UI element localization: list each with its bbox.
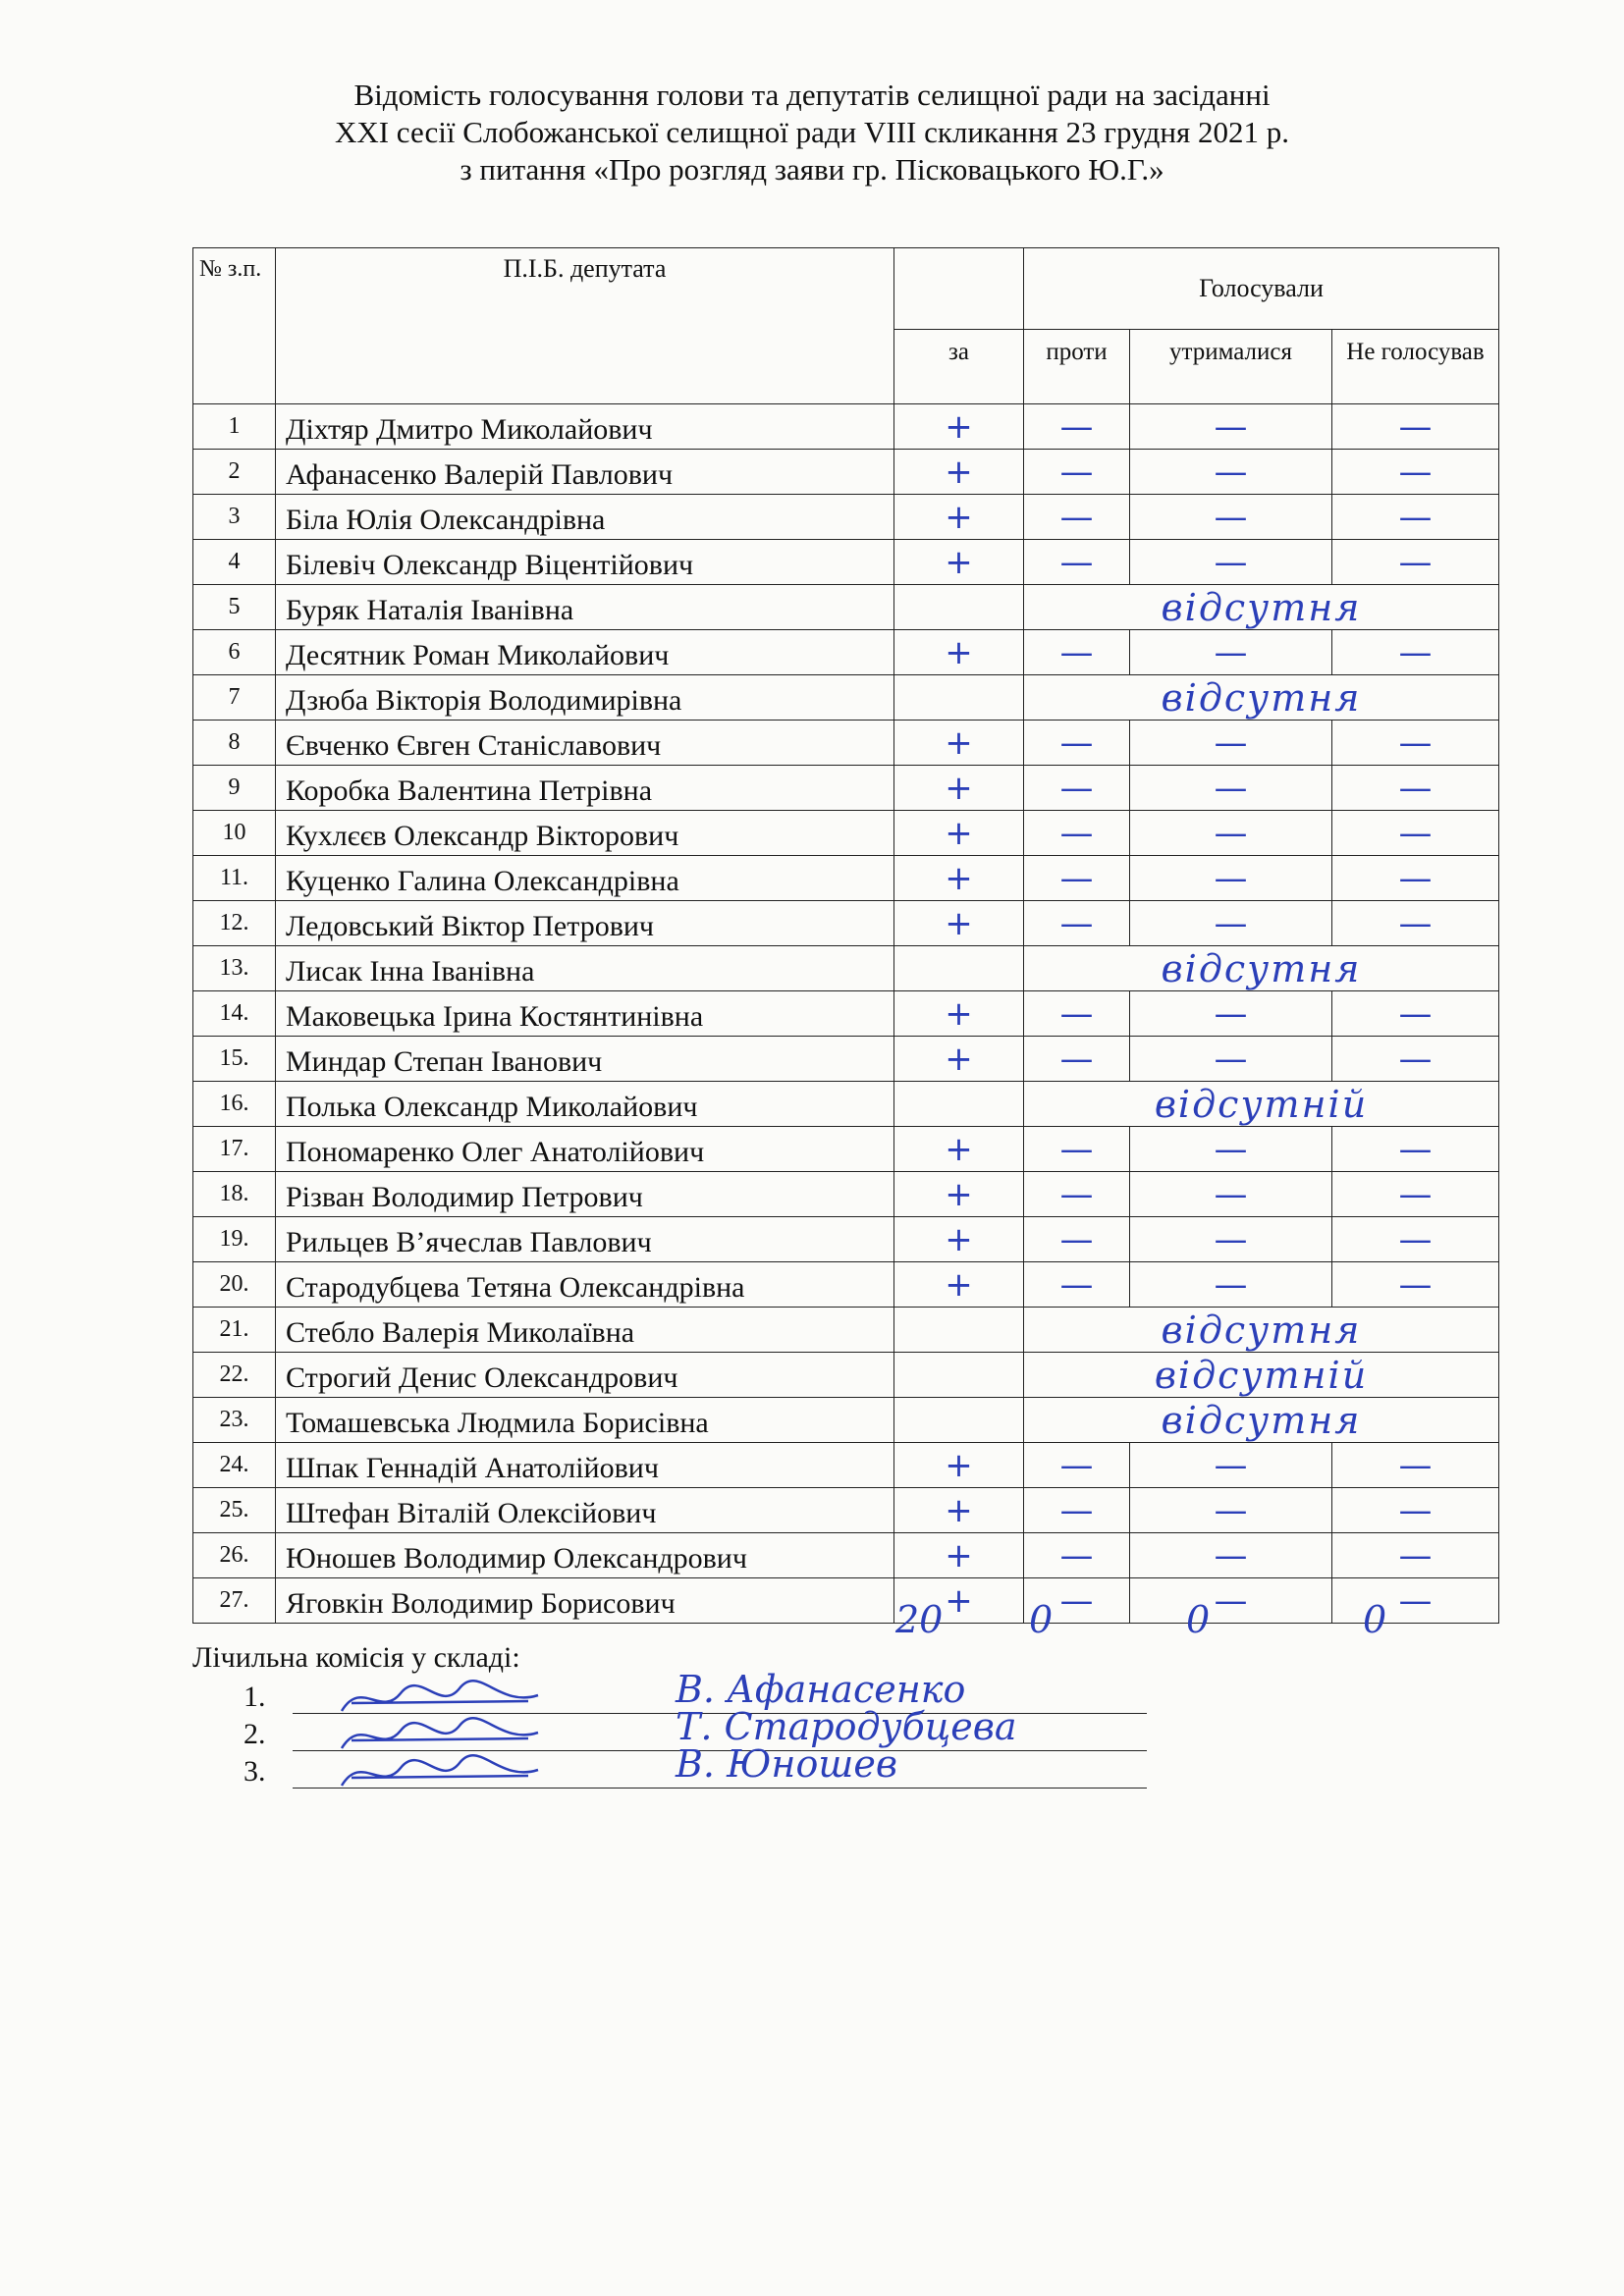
vote-for-mark: + xyxy=(894,811,1024,856)
deputy-name: Дзюба Вікторія Володимирівна xyxy=(276,675,894,721)
table-row xyxy=(193,450,1499,495)
table-row xyxy=(193,1217,1499,1262)
vote-not-voted-mark: — xyxy=(1332,630,1499,675)
vote-against-mark: — xyxy=(1024,630,1130,675)
vote-abstain-mark: — xyxy=(1130,811,1332,856)
vote-against-mark: — xyxy=(1024,856,1130,901)
row-number: 8 xyxy=(193,721,276,766)
deputy-name: Строгий Денис Олександрович xyxy=(276,1353,894,1398)
vote-abstain-mark: — xyxy=(1130,1217,1332,1262)
row-number: 17. xyxy=(193,1127,276,1172)
vote-for-mark: + xyxy=(894,1443,1024,1488)
absent-note: відсутня xyxy=(1024,946,1499,991)
deputy-name: Пономаренко Олег Анатолійович xyxy=(276,1127,894,1172)
signature-line xyxy=(293,1742,1147,1789)
vote-not-voted-mark: — xyxy=(1332,1443,1499,1488)
total-against: 0 xyxy=(1029,1598,1054,1641)
vote-for-mark: + xyxy=(894,540,1024,585)
vote-for-mark: + xyxy=(894,1217,1024,1262)
vote-not-voted-mark: — xyxy=(1332,1488,1499,1533)
vote-for-mark xyxy=(894,1308,1024,1353)
vote-for-mark: + xyxy=(894,1578,1024,1624)
table-row xyxy=(193,675,1499,721)
vote-abstain-mark: — xyxy=(1130,450,1332,495)
vote-against-mark: — xyxy=(1024,1262,1130,1308)
vote-not-voted-mark: — xyxy=(1332,495,1499,540)
header-not-voted: Не голосував xyxy=(1332,329,1499,403)
vote-against-mark: — xyxy=(1024,1127,1130,1172)
table-row xyxy=(193,1488,1499,1533)
deputy-name: Стародубцева Тетяна Олександрівна xyxy=(276,1262,894,1308)
vote-not-voted-mark: — xyxy=(1332,811,1499,856)
vote-abstain-mark: — xyxy=(1130,766,1332,811)
header-against: проти xyxy=(1024,329,1130,403)
vote-abstain-mark: — xyxy=(1130,1262,1332,1308)
total-abstain: 0 xyxy=(1186,1598,1211,1641)
row-number: 6 xyxy=(193,630,276,675)
row-number: 22. xyxy=(193,1353,276,1398)
deputy-name: Куценко Галина Олександрівна xyxy=(276,856,894,901)
vote-against-mark: — xyxy=(1024,991,1130,1037)
table-row xyxy=(193,1172,1499,1217)
vote-for-mark: + xyxy=(894,991,1024,1037)
deputy-name: Афанасенко Валерій Павлович xyxy=(276,450,894,495)
vote-totals xyxy=(0,1598,1624,1641)
table-row xyxy=(193,946,1499,991)
vote-for-mark xyxy=(894,1082,1024,1127)
row-number: 10 xyxy=(193,811,276,856)
vote-not-voted-mark: — xyxy=(1332,1037,1499,1082)
vote-against-mark: — xyxy=(1024,1217,1130,1262)
vote-for-mark: + xyxy=(894,721,1024,766)
vote-for-mark: + xyxy=(894,450,1024,495)
member-name: В. Юношев xyxy=(676,1742,897,1786)
deputy-name: Томашевська Людмила Борисівна xyxy=(276,1398,894,1443)
header-empty xyxy=(894,248,1024,330)
vote-not-voted-mark: — xyxy=(1332,721,1499,766)
absent-note: відсутній xyxy=(1024,1082,1499,1127)
table-row xyxy=(193,1082,1499,1127)
deputy-name: Коробка Валентина Петрівна xyxy=(276,766,894,811)
table-row xyxy=(193,540,1499,585)
vote-abstain-mark: — xyxy=(1130,540,1332,585)
table-row xyxy=(193,1308,1499,1353)
deputy-name: Стебло Валерія Миколаївна xyxy=(276,1308,894,1353)
vote-for-mark: + xyxy=(894,1533,1024,1578)
vote-against-mark: — xyxy=(1024,721,1130,766)
row-number: 27. xyxy=(193,1578,276,1624)
vote-for-mark: + xyxy=(894,1127,1024,1172)
commission-label: Лічильна комісія у складі: xyxy=(192,1641,520,1674)
table-row xyxy=(193,630,1499,675)
member-name: Т. Стародубцева xyxy=(676,1705,1017,1748)
deputy-name: Лисак Інна Іванівна xyxy=(276,946,894,991)
vote-for-mark: + xyxy=(894,1262,1024,1308)
deputy-name: Маковецька Ірина Костянтинівна xyxy=(276,991,894,1037)
member-name: В. Афанасенко xyxy=(676,1668,966,1711)
vote-against-mark: — xyxy=(1024,1172,1130,1217)
vote-for-mark: + xyxy=(894,901,1024,946)
vote-against-mark: — xyxy=(1024,766,1130,811)
row-number: 3 xyxy=(193,495,276,540)
vote-abstain-mark: — xyxy=(1130,901,1332,946)
vote-for-mark: + xyxy=(894,856,1024,901)
row-number: 13. xyxy=(193,946,276,991)
deputy-name: Діхтяр Дмитро Миколайович xyxy=(276,404,894,450)
row-number: 23. xyxy=(193,1398,276,1443)
deputy-name: Кухлєєв Олександр Вікторович xyxy=(276,811,894,856)
vote-abstain-mark: — xyxy=(1130,1488,1332,1533)
vote-against-mark: — xyxy=(1024,1488,1130,1533)
absent-note: відсутня xyxy=(1024,1398,1499,1443)
total-not-voted: 0 xyxy=(1363,1598,1387,1641)
deputy-name: Буряк Наталія Іванівна xyxy=(276,585,894,630)
deputy-name: Десятник Роман Миколайович xyxy=(276,630,894,675)
vote-against-mark: — xyxy=(1024,1037,1130,1082)
absent-note: відсутня xyxy=(1024,585,1499,630)
member-number: 3. xyxy=(244,1755,266,1788)
table-row xyxy=(193,1398,1499,1443)
commission-member xyxy=(244,1742,1147,1789)
table-row xyxy=(193,1037,1499,1082)
table-row xyxy=(193,1262,1499,1308)
absent-note: відсутня xyxy=(1024,1308,1499,1353)
vote-abstain-mark: — xyxy=(1130,1578,1332,1624)
vote-against-mark: — xyxy=(1024,1533,1130,1578)
deputy-name: Євченко Євген Станіславович xyxy=(276,721,894,766)
header-name: П.І.Б. депутата xyxy=(276,248,894,404)
vote-not-voted-mark: — xyxy=(1332,1578,1499,1624)
vote-abstain-mark: — xyxy=(1130,1443,1332,1488)
table-row xyxy=(193,811,1499,856)
document-title xyxy=(0,77,1624,188)
vote-against-mark: — xyxy=(1024,1443,1130,1488)
vote-abstain-mark: — xyxy=(1130,856,1332,901)
table-row xyxy=(193,901,1499,946)
header-voted: Голосували xyxy=(1024,248,1499,330)
header-for: за xyxy=(894,329,1024,403)
table-row xyxy=(193,991,1499,1037)
row-number: 5 xyxy=(193,585,276,630)
vote-against-mark: — xyxy=(1024,811,1130,856)
vote-against-mark: — xyxy=(1024,450,1130,495)
member-number: 2. xyxy=(244,1718,266,1750)
vote-against-mark: — xyxy=(1024,540,1130,585)
row-number: 16. xyxy=(193,1082,276,1127)
vote-against-mark: — xyxy=(1024,1578,1130,1624)
vote-not-voted-mark: — xyxy=(1332,991,1499,1037)
title-line-3: з питання «Про розгляд заяви гр. Пісковацького Ю.Г.» xyxy=(460,152,1164,187)
header-abstain: утрималися xyxy=(1130,329,1332,403)
voting-table xyxy=(192,247,1499,1624)
row-number: 14. xyxy=(193,991,276,1037)
table-row xyxy=(193,585,1499,630)
row-number: 24. xyxy=(193,1443,276,1488)
vote-not-voted-mark: — xyxy=(1332,540,1499,585)
vote-for-mark: + xyxy=(894,630,1024,675)
row-number: 9 xyxy=(193,766,276,811)
row-number: 25. xyxy=(193,1488,276,1533)
row-number: 2 xyxy=(193,450,276,495)
row-number: 15. xyxy=(193,1037,276,1082)
vote-for-mark xyxy=(894,585,1024,630)
deputy-name: Штефан Віталій Олексійович xyxy=(276,1488,894,1533)
row-number: 7 xyxy=(193,675,276,721)
deputy-name: Шпак Геннадій Анатолійович xyxy=(276,1443,894,1488)
table-row xyxy=(193,1533,1499,1578)
vote-not-voted-mark: — xyxy=(1332,856,1499,901)
row-number: 20. xyxy=(193,1262,276,1308)
vote-abstain-mark: — xyxy=(1130,1127,1332,1172)
title-line-1: Відомість голосування голови та депутатів селищної ради на засіданні xyxy=(353,78,1271,112)
deputy-name: Миндар Степан Іванович xyxy=(276,1037,894,1082)
deputy-name: Яговкін Володимир Борисович xyxy=(276,1578,894,1624)
table-row xyxy=(193,1353,1499,1398)
deputy-name: Білевіч Олександр Віцентійович xyxy=(276,540,894,585)
row-number: 12. xyxy=(193,901,276,946)
vote-not-voted-mark: — xyxy=(1332,1172,1499,1217)
row-number: 21. xyxy=(193,1308,276,1353)
vote-not-voted-mark: — xyxy=(1332,766,1499,811)
vote-not-voted-mark: — xyxy=(1332,450,1499,495)
total-for: 20 xyxy=(895,1598,944,1641)
vote-for-mark: + xyxy=(894,404,1024,450)
vote-not-voted-mark: — xyxy=(1332,404,1499,450)
deputy-name: Рильцев В’ячеслав Павлович xyxy=(276,1217,894,1262)
deputy-name: Різван Володимир Петрович xyxy=(276,1172,894,1217)
vote-abstain-mark: — xyxy=(1130,495,1332,540)
table-row xyxy=(193,404,1499,450)
vote-for-mark xyxy=(894,1353,1024,1398)
vote-not-voted-mark: — xyxy=(1332,1533,1499,1578)
table-row xyxy=(193,495,1499,540)
row-number: 1 xyxy=(193,404,276,450)
deputy-name: Полька Олександр Миколайович xyxy=(276,1082,894,1127)
absent-note: відсутня xyxy=(1024,675,1499,721)
vote-not-voted-mark: — xyxy=(1332,1217,1499,1262)
vote-for-mark: + xyxy=(894,495,1024,540)
vote-abstain-mark: — xyxy=(1130,1037,1332,1082)
vote-abstain-mark: — xyxy=(1130,1533,1332,1578)
vote-not-voted-mark: — xyxy=(1332,901,1499,946)
table-row xyxy=(193,721,1499,766)
row-number: 26. xyxy=(193,1533,276,1578)
row-number: 11. xyxy=(193,856,276,901)
row-number: 4 xyxy=(193,540,276,585)
vote-for-mark: + xyxy=(894,1172,1024,1217)
vote-abstain-mark: — xyxy=(1130,991,1332,1037)
vote-abstain-mark: — xyxy=(1130,721,1332,766)
vote-against-mark: — xyxy=(1024,404,1130,450)
vote-for-mark: + xyxy=(894,1037,1024,1082)
deputy-name: Юношев Володимир Олександрович xyxy=(276,1533,894,1578)
header-number: № з.п. xyxy=(193,248,276,404)
vote-not-voted-mark: — xyxy=(1332,1127,1499,1172)
deputy-name: Ледовський Віктор Петрович xyxy=(276,901,894,946)
table-row xyxy=(193,1443,1499,1488)
title-line-2: XXI сесії Слобожанської селищної ради VIII скликання 23 грудня 2021 р. xyxy=(334,115,1290,149)
row-number: 19. xyxy=(193,1217,276,1262)
deputy-name: Біла Юлія Олександрівна xyxy=(276,495,894,540)
vote-for-mark xyxy=(894,946,1024,991)
table-row xyxy=(193,766,1499,811)
vote-for-mark: + xyxy=(894,1488,1024,1533)
vote-abstain-mark: — xyxy=(1130,630,1332,675)
row-number: 18. xyxy=(193,1172,276,1217)
vote-against-mark: — xyxy=(1024,901,1130,946)
member-number: 1. xyxy=(244,1681,266,1713)
absent-note: відсутній xyxy=(1024,1353,1499,1398)
signature-scribble-icon xyxy=(332,1748,548,1797)
table-row xyxy=(193,1127,1499,1172)
vote-for-mark: + xyxy=(894,766,1024,811)
vote-abstain-mark: — xyxy=(1130,1172,1332,1217)
vote-for-mark xyxy=(894,1398,1024,1443)
vote-against-mark: — xyxy=(1024,495,1130,540)
vote-not-voted-mark: — xyxy=(1332,1262,1499,1308)
table-row xyxy=(193,856,1499,901)
vote-abstain-mark: — xyxy=(1130,404,1332,450)
vote-for-mark xyxy=(894,675,1024,721)
